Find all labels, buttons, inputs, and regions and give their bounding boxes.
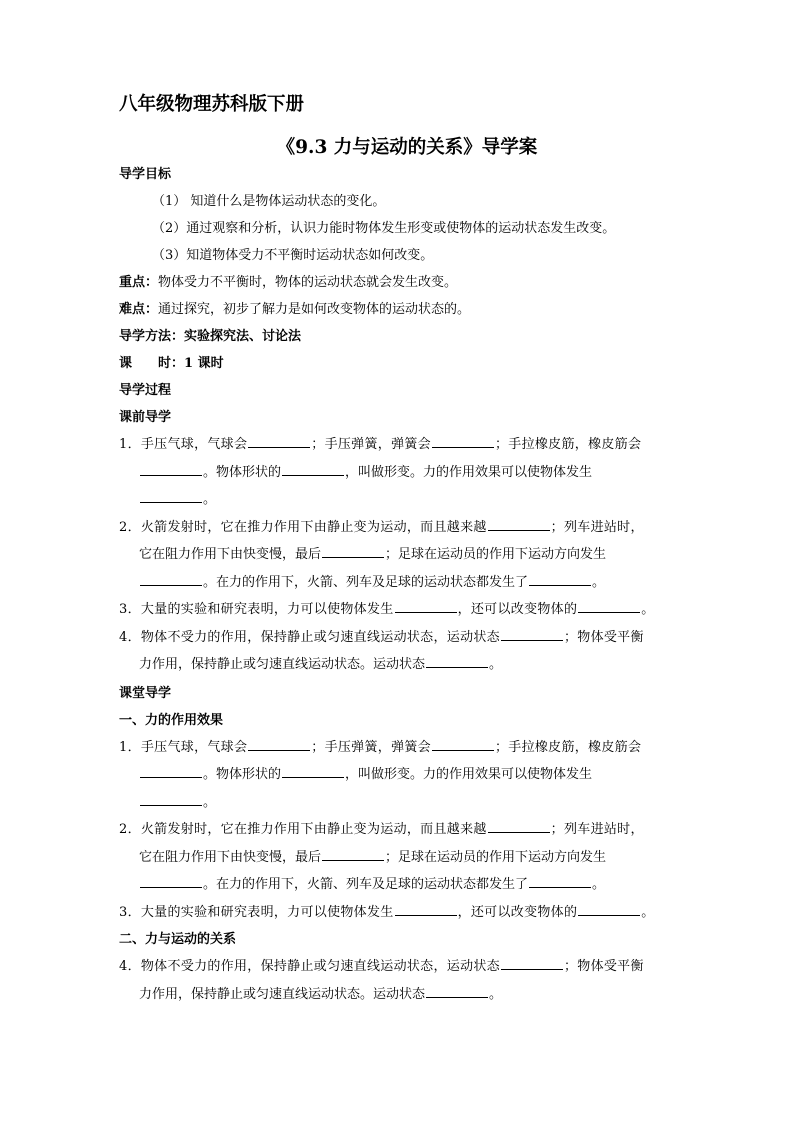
question-text: ；手压弹簧，弹簧会 — [311, 437, 431, 452]
question-text: ，还可以改变物体的 — [457, 602, 578, 617]
question-text: 。 — [489, 986, 503, 1002]
answer-blank[interactable] — [529, 886, 591, 888]
question-text: ；列车进站时， — [550, 822, 644, 837]
process-heading: 导学过程 — [119, 383, 172, 398]
answer-blank[interactable] — [140, 804, 202, 806]
question-text: ，还可以改变物体的 — [457, 904, 578, 920]
question-text: 它在阻力作用下由快变慢，最后 — [139, 849, 322, 865]
goal-item: （1） 知道什么是物体运动状态的变化。 — [152, 194, 386, 209]
document-title: 八年级物理苏科版下册 — [119, 94, 305, 115]
question-text: 。 — [641, 904, 655, 920]
answer-blank[interactable] — [140, 474, 202, 476]
question-text: ；足球在运动员的作用下运动方向发生 — [385, 547, 607, 562]
question-text: 。物体形状的 — [203, 767, 282, 782]
question-text: ；物体受平衡 — [563, 959, 644, 974]
section-heading-2: 二、力与运动的关系 — [119, 932, 237, 947]
question-text: 1．手压气球，气球会 — [119, 739, 248, 755]
question-text: 。在力的作用下，火箭、列车及足球的运动状态都发生了 — [203, 574, 529, 590]
question-text: 它在阻力作用下由快变慢，最后 — [139, 547, 322, 562]
worksheet-page — [119, 92, 679, 1008]
answer-blank[interactable] — [488, 529, 550, 531]
preclass-question-2 — [119, 514, 679, 597]
question-text: 。在力的作用下，火箭、列车及足球的运动状态都发生了 — [203, 877, 529, 892]
question-text: ；手拉橡皮筋，橡皮筋会 — [494, 437, 642, 452]
answer-blank[interactable] — [432, 446, 494, 448]
question-text: ；足球在运动员的作用下运动方向发生 — [385, 849, 607, 865]
question-text: 力作用，保持静止或匀速直线运动状态。运动状态 — [139, 986, 426, 1002]
question-text: ；物体受平衡 — [563, 629, 644, 645]
keypoint-line — [119, 269, 679, 296]
inclass-question-3 — [119, 899, 679, 927]
question-text: 1．手压气球，气球会 — [119, 437, 248, 452]
question-text: 。 — [592, 877, 606, 892]
question-text: ；手拉橡皮筋，橡皮筋会 — [494, 739, 642, 755]
answer-blank[interactable] — [488, 831, 550, 833]
question-text: 2．火箭发射时，它在推力作用下由静止变为运动，而且越来越 — [119, 822, 487, 837]
answer-blank[interactable] — [140, 886, 202, 888]
question-text: 。 — [489, 657, 503, 672]
question-text: 。 — [203, 492, 217, 507]
answer-blank[interactable] — [140, 501, 202, 503]
answer-blank[interactable] — [426, 996, 488, 998]
question-text: 4．物体不受力的作用，保持静止或匀速直线运动状态，运动状态 — [119, 959, 500, 974]
answer-blank[interactable] — [578, 611, 640, 613]
inclass-question-2 — [119, 816, 679, 899]
answer-blank[interactable] — [322, 859, 384, 861]
method-line: 导学方法：实验探究法、讨论法 — [119, 329, 302, 344]
question-text: 力作用，保持静止或匀速直线运动状态。运动状态 — [139, 657, 426, 672]
answer-blank[interactable] — [140, 584, 202, 586]
answer-blank[interactable] — [282, 474, 344, 476]
question-text: 3．大量的实验和研究表明，力可以使物体发生 — [119, 904, 394, 920]
question-text: 。物体形状的 — [203, 464, 282, 480]
question-text: ；手压弹簧，弹簧会 — [311, 739, 431, 755]
answer-blank[interactable] — [248, 446, 310, 448]
question-text: 。 — [641, 602, 655, 617]
question-text: 3．大量的实验和研究表明，力可以使物体发生 — [119, 602, 394, 617]
answer-blank[interactable] — [248, 749, 310, 751]
keypoint-text: 物体受力不平衡时，物体的运动状态就会发生改变。 — [158, 275, 458, 290]
difficulty-text: 通过探究，初步了解力是如何改变物体的运动状态的。 — [158, 302, 471, 317]
question-text: 。 — [592, 574, 606, 590]
document-subtitle: 《9.3 力与运动的关系》导学案 — [276, 137, 538, 158]
answer-blank[interactable] — [501, 968, 563, 970]
answer-blank[interactable] — [395, 611, 457, 613]
preclass-question-3 — [119, 596, 679, 624]
keypoint-label: 重点： — [119, 275, 159, 290]
question-text: 4．物体不受力的作用，保持静止或匀速直线运动状态，运动状态 — [119, 629, 500, 645]
section-heading-1: 一、力的作用效果 — [119, 712, 224, 728]
answer-blank[interactable] — [322, 556, 384, 558]
period-line: 课 时：1 课时 — [119, 356, 224, 371]
preclass-question-4 — [119, 624, 679, 679]
answer-blank[interactable] — [501, 639, 563, 641]
difficulty-line — [119, 296, 679, 323]
goals-heading: 导学目标 — [119, 167, 172, 182]
answer-blank[interactable] — [432, 749, 494, 751]
answer-blank[interactable] — [282, 776, 344, 778]
difficulty-label: 难点： — [119, 302, 159, 317]
question-text: ，叫做形变。力的作用效果可以使物体发生 — [345, 464, 593, 480]
preclass-question-1 — [119, 431, 679, 514]
question-text: ；列车进站时， — [550, 519, 644, 535]
answer-blank[interactable] — [426, 666, 488, 668]
question-text: 2．火箭发射时，它在推力作用下由静止变为运动，而且越来越 — [119, 519, 487, 535]
question-text: ，叫做形变。力的作用效果可以使物体发生 — [345, 767, 593, 782]
inclass-question-1 — [119, 734, 679, 817]
goal-item: （2）通过观察和分析，认识力能时物体发生形变或使物体的运动状态发生改变。 — [152, 221, 616, 236]
question-text: 。 — [203, 794, 217, 810]
answer-blank[interactable] — [529, 584, 591, 586]
preclass-heading: 课前导学 — [119, 410, 172, 425]
answer-blank[interactable] — [578, 914, 640, 916]
goal-item: （3）知道物体受力不平衡时运动状态如何改变。 — [152, 248, 434, 263]
inclass-heading: 课堂导学 — [119, 685, 172, 701]
answer-blank[interactable] — [395, 914, 457, 916]
answer-blank[interactable] — [140, 776, 202, 778]
inclass-question-4 — [119, 953, 679, 1008]
